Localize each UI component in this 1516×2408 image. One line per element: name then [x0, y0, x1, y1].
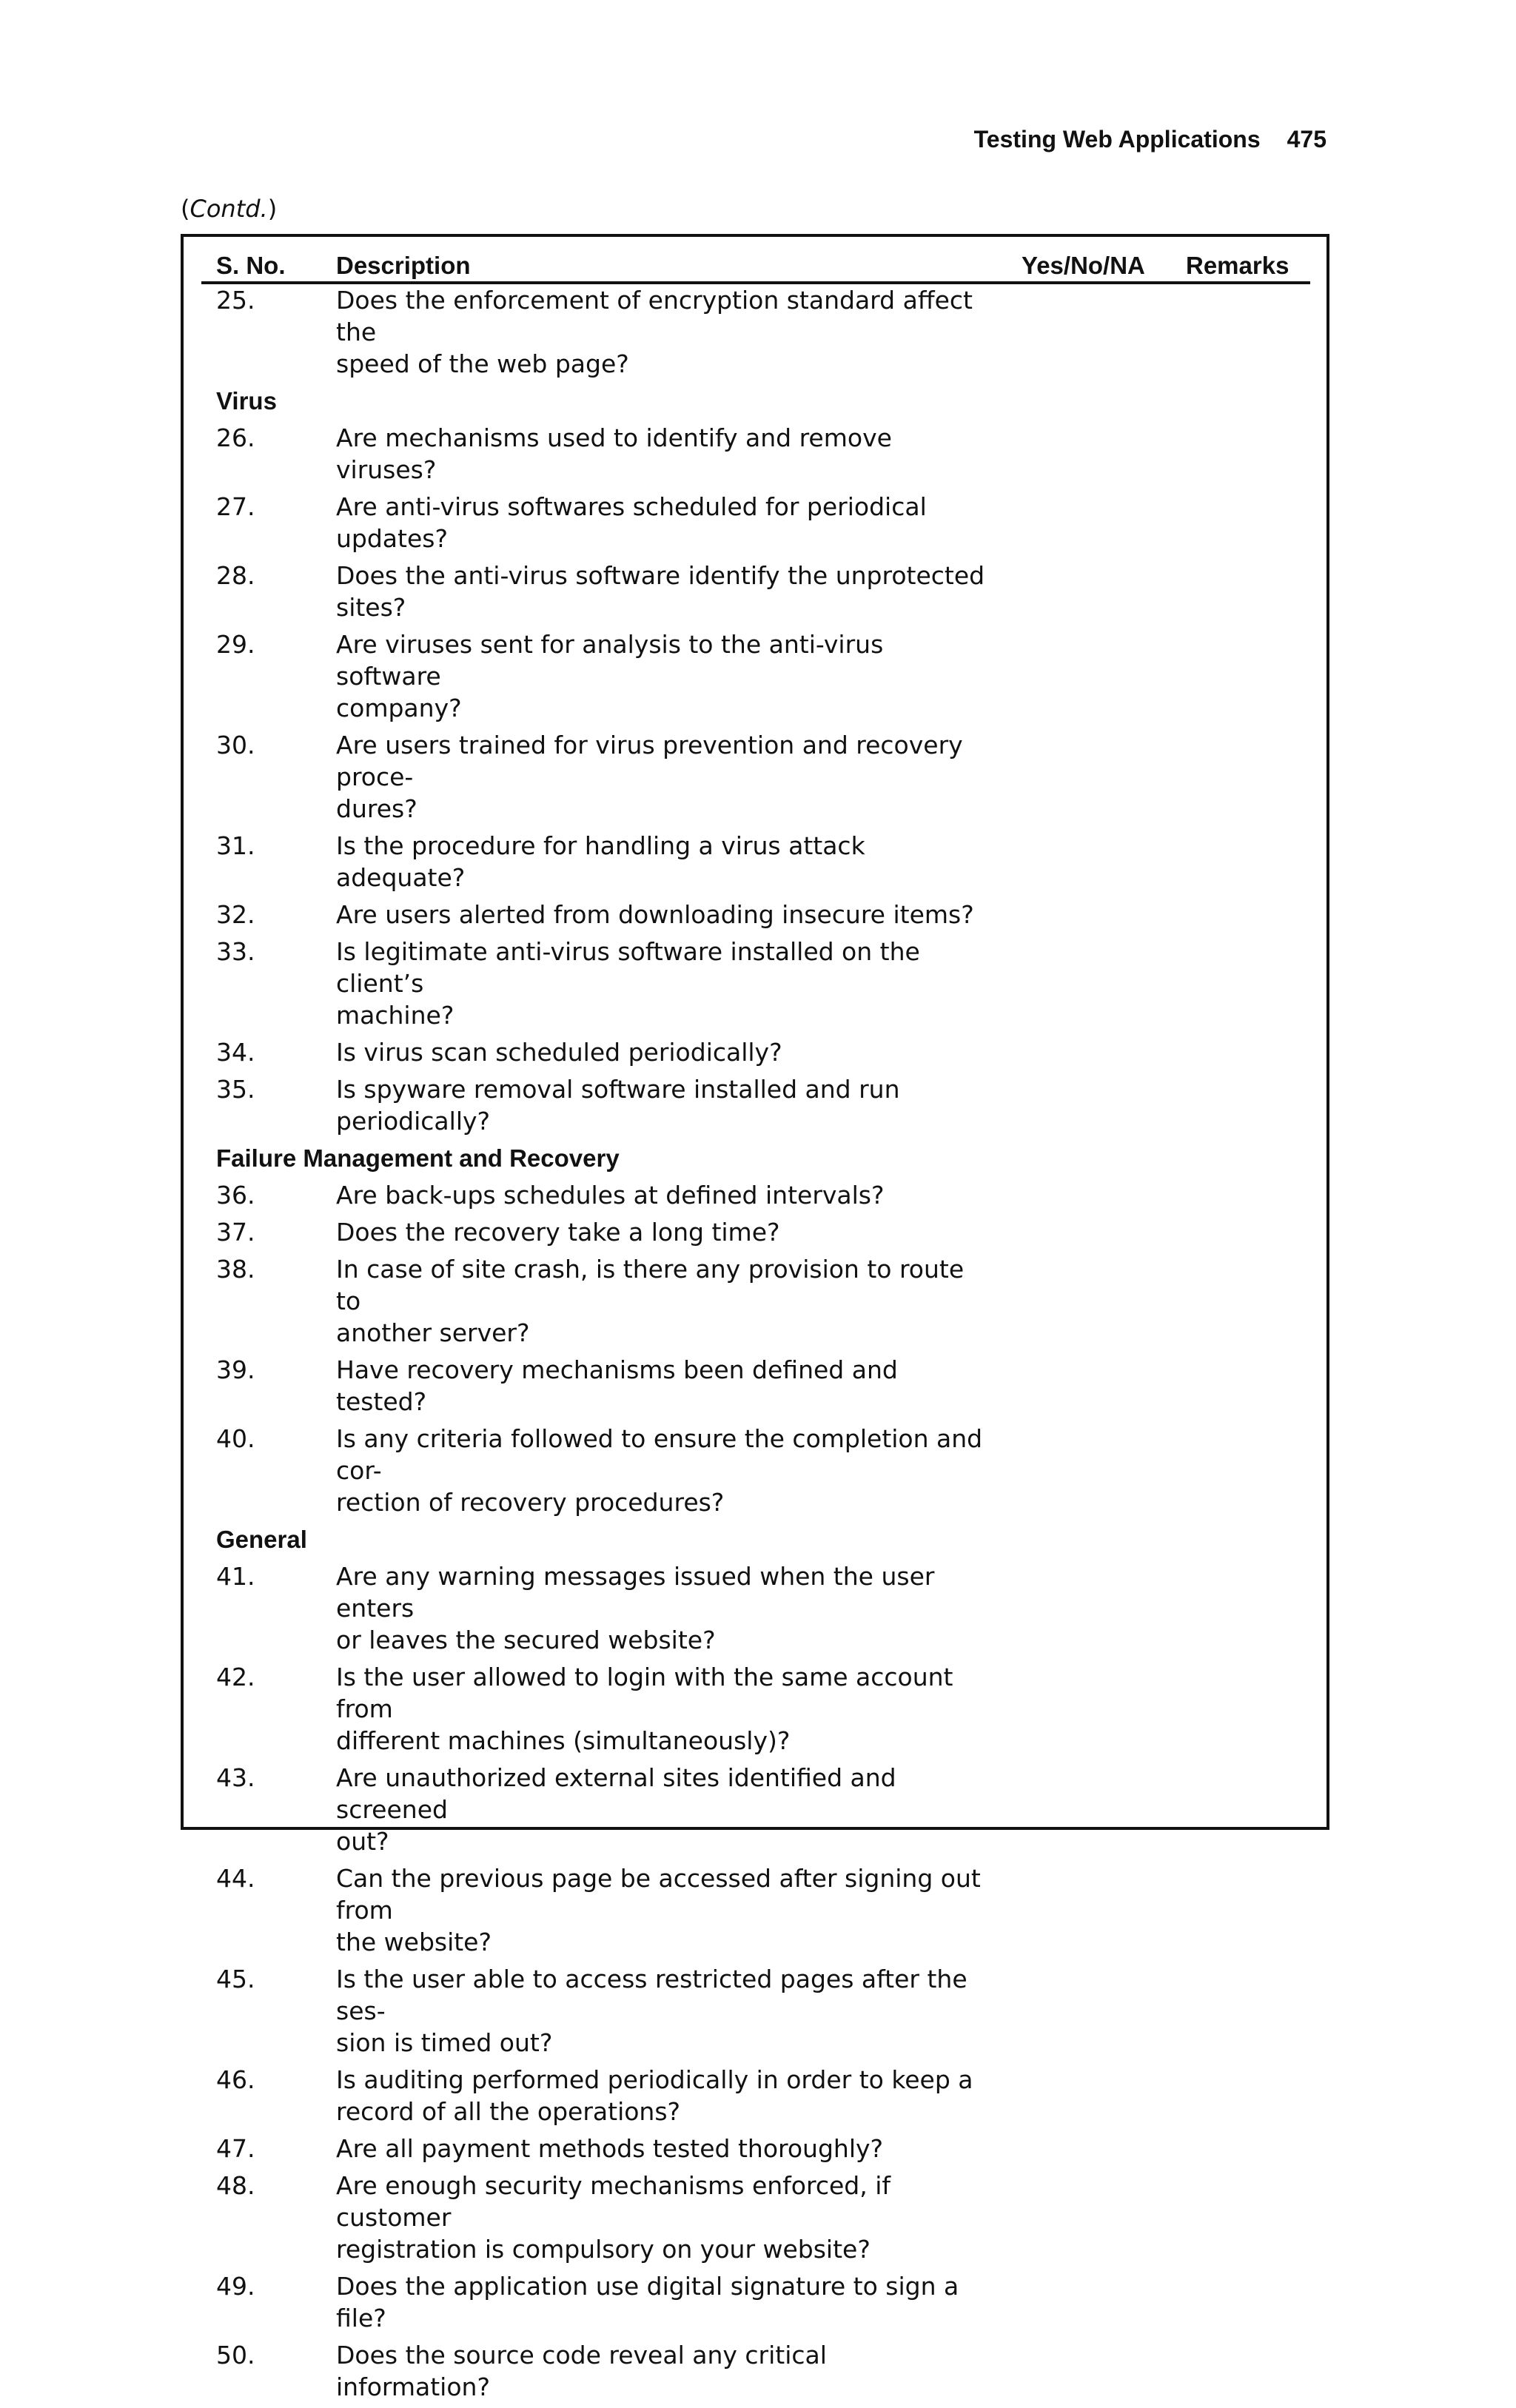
row-description — [336, 1560, 987, 1656]
row-number: 47. — [216, 2134, 255, 2163]
table-row — [201, 1354, 1310, 1423]
row-number: 43. — [216, 1763, 255, 1792]
row-description — [336, 2170, 987, 2265]
description-line: Does the enforcement of encryption standard affect the — [336, 286, 973, 346]
table-header — [201, 244, 1310, 284]
table-row — [201, 2133, 1310, 2170]
row-number: 49. — [216, 2272, 255, 2301]
row-number: 30. — [216, 731, 255, 759]
row-number: 27. — [216, 492, 255, 521]
description-line: dures? — [336, 794, 417, 823]
description-line: rection of recovery procedures? — [336, 1488, 725, 1517]
row-description — [336, 2064, 987, 2127]
description-line: or leaves the secured website? — [336, 1626, 716, 1654]
row-number: 28. — [216, 561, 255, 590]
table-row — [201, 2064, 1310, 2133]
row-description — [336, 2270, 987, 2334]
description-line: sites? — [336, 593, 406, 622]
section-heading: Virus — [216, 387, 277, 415]
description-line: Can the previous page be accessed after signing out from — [336, 1864, 981, 1925]
running-title: Testing Web Applications — [973, 126, 1261, 152]
description-line: the website? — [336, 1928, 492, 1956]
description-line: Are users trained for virus prevention and recovery proce- — [336, 731, 963, 791]
description-line: Are viruses sent for analysis to the anti-virus software — [336, 630, 884, 691]
description-line: Is the user allowed to login with the same account from — [336, 1663, 953, 1723]
description-line: Are anti-virus softwares scheduled for periodical — [336, 492, 927, 521]
row-number: 38. — [216, 1255, 255, 1284]
table-row — [201, 1253, 1310, 1354]
description-line: In case of site crash, is there any provision to route to — [336, 1255, 965, 1315]
row-number: 39. — [216, 1355, 255, 1384]
row-number: 25. — [216, 286, 255, 315]
description-line: sion is timed out? — [336, 2028, 553, 2057]
description-line: Is virus scan scheduled periodically? — [336, 1038, 782, 1067]
description-line: speed of the web page? — [336, 349, 629, 378]
contd-open-paren: ( — [181, 195, 190, 223]
description-line: Is the user able to access restricted pages after the ses- — [336, 1965, 967, 2025]
row-description — [336, 899, 987, 930]
row-description — [336, 1036, 987, 1068]
row-description — [336, 936, 987, 1031]
description-line: Does the recovery take a long time? — [336, 1218, 780, 1247]
description-line: Is any criteria followed to ensure the completion and cor- — [336, 1424, 983, 1485]
contd-word: Contd. — [190, 195, 268, 223]
row-number: 26. — [216, 423, 255, 452]
row-description — [336, 1661, 987, 1757]
table-row — [201, 560, 1310, 628]
column-header-yes-no-na: Yes/No/NA — [1022, 252, 1145, 279]
table-row — [201, 2339, 1310, 2408]
row-description — [336, 491, 987, 554]
table-row — [201, 1073, 1310, 1142]
row-description — [336, 1862, 987, 1958]
row-description — [336, 560, 987, 623]
description-line: registration is compulsory on your website? — [336, 2235, 871, 2264]
table-row — [201, 1423, 1310, 1523]
row-number: 35. — [216, 1075, 255, 1104]
description-line: different machines (simultaneously)? — [336, 1726, 791, 1755]
row-description — [336, 830, 987, 893]
row-description — [336, 729, 987, 825]
table-row — [201, 491, 1310, 560]
row-description — [336, 2133, 987, 2164]
running-head — [974, 126, 1326, 153]
table-row — [201, 1862, 1310, 1963]
description-line: Have recovery mechanisms been defined and tested? — [336, 1355, 898, 1416]
description-line: out? — [336, 1827, 389, 1856]
table-row — [201, 1216, 1310, 1253]
table-row — [201, 1661, 1310, 1762]
contd-close-paren: ) — [267, 195, 278, 223]
row-description — [336, 1216, 987, 1248]
table-row — [201, 1963, 1310, 2064]
row-number: 44. — [216, 1864, 255, 1893]
table-row — [201, 1179, 1310, 1216]
row-number: 40. — [216, 1424, 255, 1453]
row-description — [336, 284, 987, 380]
row-number: 48. — [216, 2171, 255, 2200]
row-number: 45. — [216, 1965, 255, 1993]
table-row — [201, 284, 1310, 385]
row-number: 29. — [216, 630, 255, 659]
row-description — [336, 1423, 987, 1518]
description-line: Are mechanisms used to identify and remove viruses? — [336, 423, 892, 484]
row-description — [336, 422, 987, 486]
row-description — [336, 1354, 987, 1418]
table-row — [201, 1560, 1310, 1661]
row-description — [336, 1253, 987, 1349]
continued-label — [181, 195, 277, 223]
row-number: 37. — [216, 1218, 255, 1247]
table-row — [201, 830, 1310, 899]
table-row — [201, 2270, 1310, 2339]
row-number: 50. — [216, 2341, 255, 2370]
row-number: 34. — [216, 1038, 255, 1067]
description-line: updates? — [336, 524, 448, 553]
row-number: 36. — [216, 1181, 255, 1210]
column-header-description: Description — [336, 252, 471, 279]
page-number: 475 — [1287, 126, 1326, 152]
row-number: 33. — [216, 937, 255, 966]
description-line: Does the application use digital signature to sign a file? — [336, 2272, 959, 2332]
row-description — [336, 1179, 987, 1211]
row-number: 31. — [216, 831, 255, 860]
row-number: 32. — [216, 900, 255, 929]
column-header-remarks: Remarks — [1186, 252, 1289, 279]
row-number: 46. — [216, 2065, 255, 2094]
section-heading: General — [216, 1526, 307, 1553]
table-row — [201, 729, 1310, 830]
description-line: Does the source code reveal any critical information? — [336, 2341, 827, 2401]
column-header-sno: S. No. — [216, 252, 286, 279]
description-line: Does the anti-virus software identify the unprotected — [336, 561, 985, 590]
description-line: Is auditing performed periodically in order to keep a — [336, 2065, 973, 2094]
row-description — [336, 1762, 987, 1857]
row-number: 42. — [216, 1663, 255, 1691]
description-line: Are any warning messages issued when the user enters — [336, 1562, 935, 1623]
row-description — [336, 628, 987, 724]
table-body — [201, 284, 1310, 2408]
table-row — [201, 2170, 1310, 2270]
row-description — [336, 2339, 987, 2403]
description-line: Are unauthorized external sites identified and screened — [336, 1763, 896, 1824]
description-line: company? — [336, 694, 462, 722]
description-line: record of all the operations? — [336, 2097, 681, 2126]
description-line: Is the procedure for handling a virus attack adequate? — [336, 831, 865, 892]
description-line: Are users alerted from downloading insecure items? — [336, 900, 974, 929]
table-row — [201, 422, 1310, 491]
description-line: another server? — [336, 1318, 530, 1347]
section-heading: Failure Management and Recovery — [216, 1144, 620, 1172]
description-line: machine? — [336, 1001, 455, 1030]
table-row — [201, 899, 1310, 936]
table-row — [201, 1036, 1310, 1073]
row-number: 41. — [216, 1562, 255, 1591]
description-line: Are all payment methods tested thoroughly? — [336, 2134, 884, 2163]
table-row — [201, 936, 1310, 1036]
table-row — [201, 628, 1310, 729]
description-line: Are enough security mechanisms enforced, if customer — [336, 2171, 891, 2232]
description-line: Is spyware removal software installed and run periodically? — [336, 1075, 900, 1136]
checklist-table — [181, 234, 1329, 2401]
row-description — [336, 1963, 987, 2059]
description-line: Is legitimate anti-virus software installed on the client’s — [336, 937, 920, 998]
description-line: Are back-ups schedules at defined intervals? — [336, 1181, 885, 1210]
row-description — [336, 1073, 987, 1137]
table-row — [201, 1762, 1310, 1862]
